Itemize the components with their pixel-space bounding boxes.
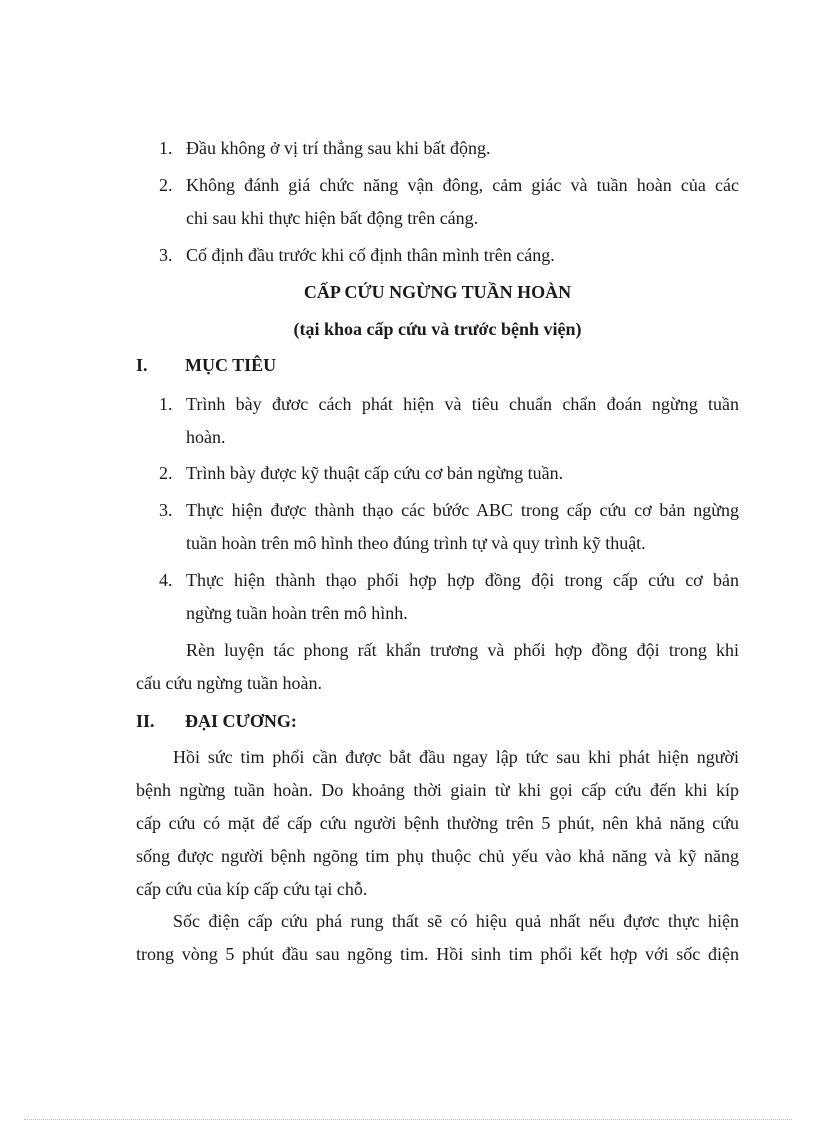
paragraph-line: bệnh ngừng tuần hoàn. Do khoảng thời giain từ khi gọi cấp cứu đến khi kíp — [136, 780, 739, 800]
paragraph-line: cấp cứu có mặt để cấp cứu người bệnh thường trên 5 phút, nên khả năng cứu — [136, 813, 739, 833]
list-number: 2. — [159, 463, 173, 483]
list-text: Trình bày được kỹ thuật cấp cứu cơ bản ngừng tuần. — [186, 463, 564, 483]
paragraph-line: Hồi sức tim phổi cần được bắt đầu ngay lập tức sau khi phát hiện người — [173, 747, 739, 767]
list-number: 4. — [159, 570, 173, 590]
paragraph-line: cấu cứu ngừng tuần hoàn. — [136, 673, 322, 693]
section-heading-1 — [136, 349, 276, 382]
list-item — [159, 169, 739, 235]
list-item — [159, 564, 739, 630]
list-item — [159, 388, 739, 454]
list-text: tuần hoàn trên mô hình theo đúng trình tự và quy trình kỹ thuật. — [186, 533, 646, 553]
list-text: Không đánh giá chức năng vận đông, cảm giác và tuần hoàn của các — [186, 175, 739, 195]
list-number: 1. — [159, 138, 173, 158]
paragraph-line: Rèn luyện tác phong rất khẩn trương và phối hợp đồng đội trong khi — [186, 640, 739, 660]
list-item — [159, 494, 739, 560]
paragraph-line: cấp cứu của kíp cấp cứu tại chỗ. — [136, 879, 368, 899]
paragraph-line: Sốc điện cấp cứu phá rung thất sẽ có hiệu quả nhất nếu đựơc thực hiện — [173, 911, 739, 931]
list-text: Thực hiện thành thạo phối hợp hợp đồng đội trong cấp cứu cơ bản — [186, 570, 739, 590]
list-text: ngừng tuần hoàn trên mô hình. — [186, 603, 408, 623]
section2-paragraph-1 — [136, 741, 739, 906]
list-text: Cố định đầu trước khi cố định thân mình trên cáng. — [186, 245, 555, 265]
list-item — [159, 132, 739, 165]
section-heading-2 — [136, 705, 297, 738]
list-item — [159, 457, 739, 490]
list-text: hoàn. — [186, 427, 226, 447]
paragraph-line: trong vòng 5 phút đầu sau ngõng tim. Hồi sinh tim phổi kết hợp với sốc điện — [136, 944, 739, 964]
list-text: chi sau khi thực hiện bất động trên cáng. — [186, 208, 479, 228]
list-text: Thực hiện được thành thạo các bứớc ABC trong cấp cứu cơ bản ngừng — [186, 500, 739, 520]
list-number: 2. — [159, 175, 173, 195]
section2-paragraph-2 — [136, 905, 739, 971]
section-title: MỤC TIÊU — [185, 355, 277, 375]
list-number: 3. — [159, 500, 173, 520]
list-item — [159, 239, 739, 272]
section-number: II. — [136, 711, 155, 731]
list-text: Đầu không ở vị trí thẳng sau khi bất động. — [186, 138, 491, 158]
section-number: I. — [136, 355, 148, 375]
page-title: CẤP CỨU NGỪNG TUẦN HOÀN — [303, 282, 572, 302]
page-bottom-divider — [24, 1119, 792, 1120]
section-title: ĐẠI CƯƠNG: — [185, 711, 297, 731]
section1-closing-paragraph — [136, 634, 739, 700]
paragraph-line: sống được người bệnh ngõng tim phụ thuộc chủ yếu vào khả năng và kỹ năng — [136, 846, 739, 866]
list-text: Trình bày đươc cách phát hiện và tiêu chuẩn chẩn đoán ngừng tuần — [186, 394, 739, 414]
list-number: 3. — [159, 245, 173, 265]
page-subtitle: (tại khoa cấp cứu và trước bệnh viện) — [293, 319, 582, 339]
list-number: 1. — [159, 394, 173, 414]
